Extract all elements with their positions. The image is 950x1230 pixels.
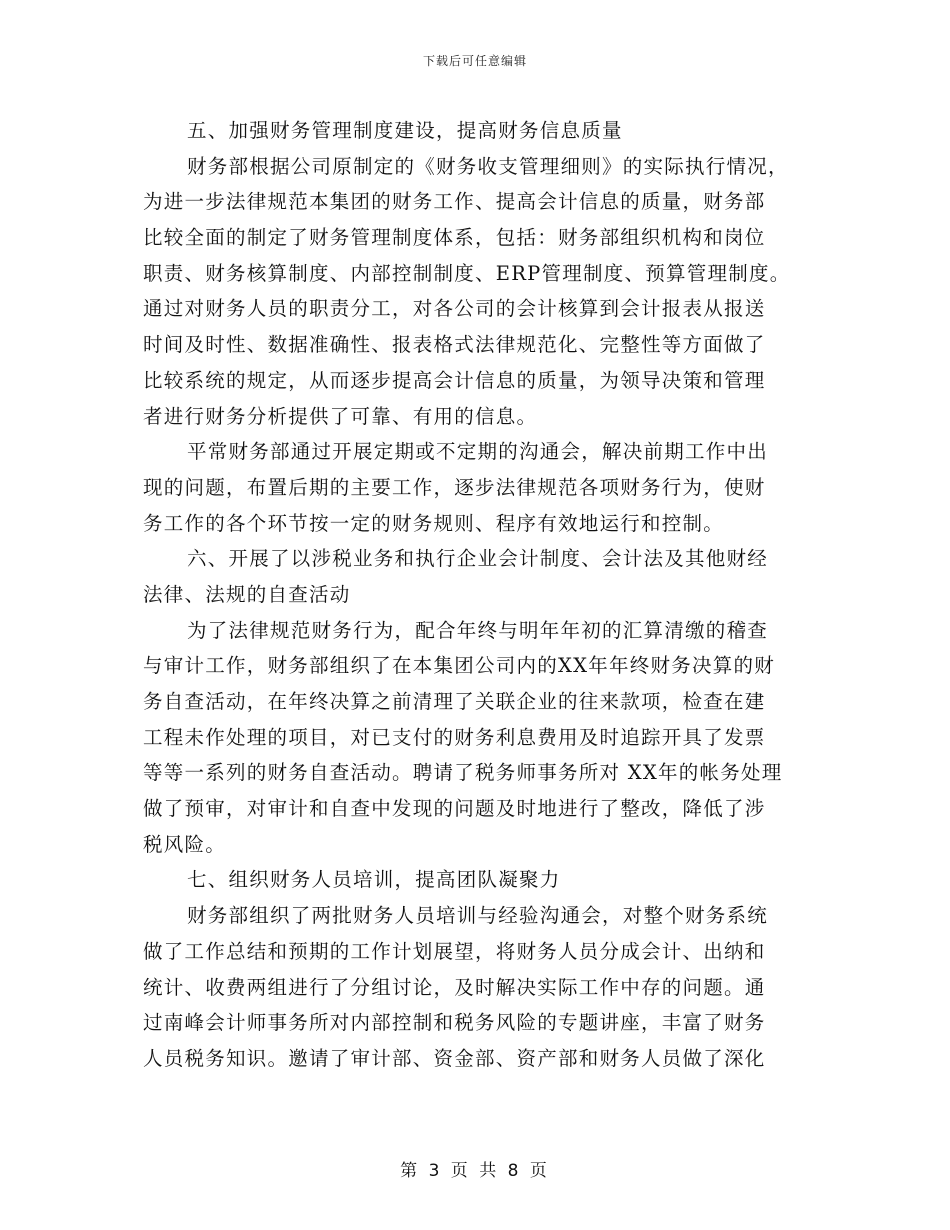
text-line: 职责、财务核算制度、内部控制制度、ERP管理制度、预算管理制度。 (143, 261, 791, 285)
text-line: 时间及时性、数据准确性、报表格式法律规范化、完整性等方面做了 (143, 333, 766, 357)
text-line: 过南峰会计师事务所对内部控制和税务风险的专题讲座，丰富了财务 (143, 1011, 766, 1035)
page-number-footer: 第 3 页 共 8 页 (400, 1161, 550, 1181)
text-line: 工程未作处理的项目，对已支付的财务利息费用及时追踪开具了发票 (143, 725, 766, 749)
text-line: 比较系统的规定，从而逐步提高会计信息的质量，为领导决策和管理 (143, 368, 766, 392)
text-line: 做了工作总结和预期的工作计划展望，将财务人员分成会计、出纳和 (143, 939, 766, 963)
text-line: 务工作的各个环节按一定的财务规则、程序有效地运行和控制。 (143, 511, 725, 535)
text-line: 人员税务知识。邀请了审计部、资金部、资产部和财务人员做了深化 (143, 1046, 766, 1070)
text-line: 统计、收费两组进行了分组讨论，及时解决实际工作中存的问题。通 (143, 975, 766, 999)
text-line: 为了法律规范财务行为，配合年终与明年年初的汇算清缴的稽查 (187, 618, 769, 642)
text-line: 者进行财务分析提供了可靠、有用的信息。 (143, 404, 538, 428)
text-line: 财务部根据公司原制定的《财务收支管理细则》的实际执行情况， (187, 154, 789, 178)
text-line: 做了预审，对审计和自查中发现的问题及时地进行了整改，降低了涉 (143, 797, 766, 821)
text-line: 五、加强财务管理制度建设，提高财务信息质量 (187, 119, 623, 142)
text-line: 财务部组织了两批财务人员培训与经验沟通会，对整个财务系统 (187, 904, 769, 928)
page-header: 下载后可任意编辑 (422, 54, 527, 68)
text-line: 现的问题，布置后期的主要工作，逐步法律规范各项财务行为，使财 (143, 475, 766, 499)
text-line: 比较全面的制定了财务管理制度体系，包括：财务部组织机构和岗位 (143, 226, 766, 250)
text-line: 七、组织财务人员培训，提高团队凝聚力 (187, 868, 561, 892)
text-line: 务自查活动，在年终决算之前清理了关联企业的往来款项，检查在建 (143, 690, 766, 713)
text-line: 通过对财务人员的职责分工，对各公司的会计核算到会计报表从报送 (143, 297, 766, 321)
text-line: 为进一步法律规范本集团的财务工作、提高会计信息的质量，财务部 (143, 190, 766, 214)
text-line: 与审计工作，财务部组织了在本集团公司内的XX年年终财务决算的财 (143, 654, 776, 678)
text-line: 等等一系列的财务自查活动。聘请了税务师事务所对 XX年的帐务处理 (143, 761, 783, 785)
text-line: 六、开展了以涉税业务和执行企业会计制度、会计法及其他财经 (187, 547, 769, 571)
document-body (143, 113, 811, 1077)
text-line: 税风险。 (143, 832, 227, 856)
text-line: 法律、法规的自查活动 (143, 582, 351, 606)
text-line: 平常财务部通过开展定期或不定期的沟通会，解决前期工作中出 (187, 440, 769, 464)
